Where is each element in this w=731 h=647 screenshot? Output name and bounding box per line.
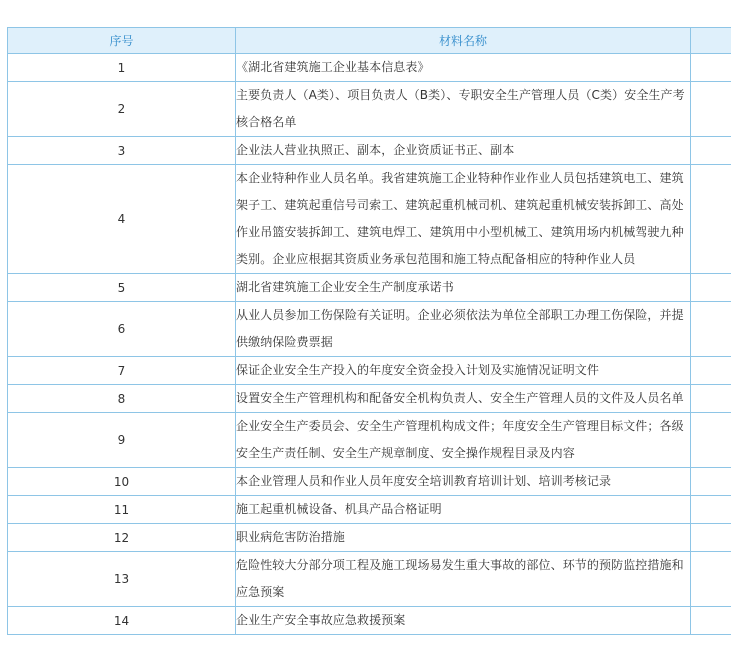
row-extra-cell	[691, 165, 731, 274]
row-number: 12	[8, 524, 236, 552]
row-extra-cell	[691, 82, 731, 137]
table-row	[8, 165, 731, 274]
table-row	[8, 274, 731, 302]
table-row	[8, 82, 731, 137]
table-header-row	[8, 28, 731, 54]
table-row	[8, 385, 731, 413]
row-number: 10	[8, 468, 236, 496]
table-row	[8, 552, 731, 607]
table-row	[8, 496, 731, 524]
row-material: 主要负责人（A类）、项目负责人（B类）、专职安全生产管理人员（C类）安全生产考核合格名单	[236, 82, 691, 137]
row-extra-cell	[691, 54, 731, 82]
row-number: 2	[8, 82, 236, 137]
row-number: 13	[8, 552, 236, 607]
table-row	[8, 413, 731, 468]
row-extra-cell	[691, 468, 731, 496]
table-row	[8, 524, 731, 552]
row-extra-cell	[691, 552, 731, 607]
table-row	[8, 137, 731, 165]
row-extra-cell	[691, 274, 731, 302]
row-number: 5	[8, 274, 236, 302]
row-material: 保证企业安全生产投入的年度安全资金投入计划及实施情况证明文件	[236, 357, 691, 385]
table-row	[8, 607, 731, 635]
row-extra-cell	[691, 137, 731, 165]
row-number: 6	[8, 302, 236, 357]
row-extra-cell	[691, 607, 731, 635]
row-number: 7	[8, 357, 236, 385]
row-material: 本企业管理人员和作业人员年度安全培训教育培训计划、培训考核记录	[236, 468, 691, 496]
row-material: 设置安全生产管理机构和配备安全机构负责人、安全生产管理人员的文件及人员名单	[236, 385, 691, 413]
header-extra	[691, 28, 731, 54]
row-material: 企业法人营业执照正、副本，企业资质证书正、副本	[236, 137, 691, 165]
row-number: 8	[8, 385, 236, 413]
row-material: 施工起重机械设备、机具产品合格证明	[236, 496, 691, 524]
row-material: 从业人员参加工伤保险有关证明。企业必须依法为单位全部职工办理工伤保险，并提供缴纳保险费票据	[236, 302, 691, 357]
row-material: 危险性较大分部分项工程及施工现场易发生重大事故的部位、环节的预防监控措施和应急预案	[236, 552, 691, 607]
row-extra-cell	[691, 385, 731, 413]
table-row	[8, 302, 731, 357]
row-number: 3	[8, 137, 236, 165]
materials-table	[7, 27, 731, 635]
row-extra-cell	[691, 524, 731, 552]
row-material: 企业生产安全事故应急救援预案	[236, 607, 691, 635]
row-number: 1	[8, 54, 236, 82]
row-material: 职业病危害防治措施	[236, 524, 691, 552]
table-row	[8, 468, 731, 496]
table-row	[8, 54, 731, 82]
row-material: 湖北省建筑施工企业安全生产制度承诺书	[236, 274, 691, 302]
row-number: 11	[8, 496, 236, 524]
row-number: 9	[8, 413, 236, 468]
row-material: 企业安全生产委员会、安全生产管理机构成文件；年度安全生产管理目标文件；各级安全生产责任制、安全生产规章制度、安全操作规程目录及内容	[236, 413, 691, 468]
row-material: 《湖北省建筑施工企业基本信息表》	[236, 54, 691, 82]
row-extra-cell	[691, 302, 731, 357]
table-row	[8, 357, 731, 385]
header-material-name: 材料名称	[236, 28, 691, 54]
row-extra-cell	[691, 496, 731, 524]
row-extra-cell	[691, 357, 731, 385]
row-extra-cell	[691, 413, 731, 468]
row-number: 14	[8, 607, 236, 635]
row-material: 本企业特种作业人员名单。我省建筑施工企业特种作业作业人员包括建筑电工、建筑架子工、建筑起重信号司索工、建筑起重机械司机、建筑起重机械安装拆卸工、高处作业吊篮安装拆卸工、建筑电焊工、建筑用中小型机械工、建筑用场内机械驾驶九种类别。企业应根据其资质业务承包范围和施工特点配备相应的特种作业人员	[236, 165, 691, 274]
row-number: 4	[8, 165, 236, 274]
header-number: 序号	[8, 28, 236, 54]
